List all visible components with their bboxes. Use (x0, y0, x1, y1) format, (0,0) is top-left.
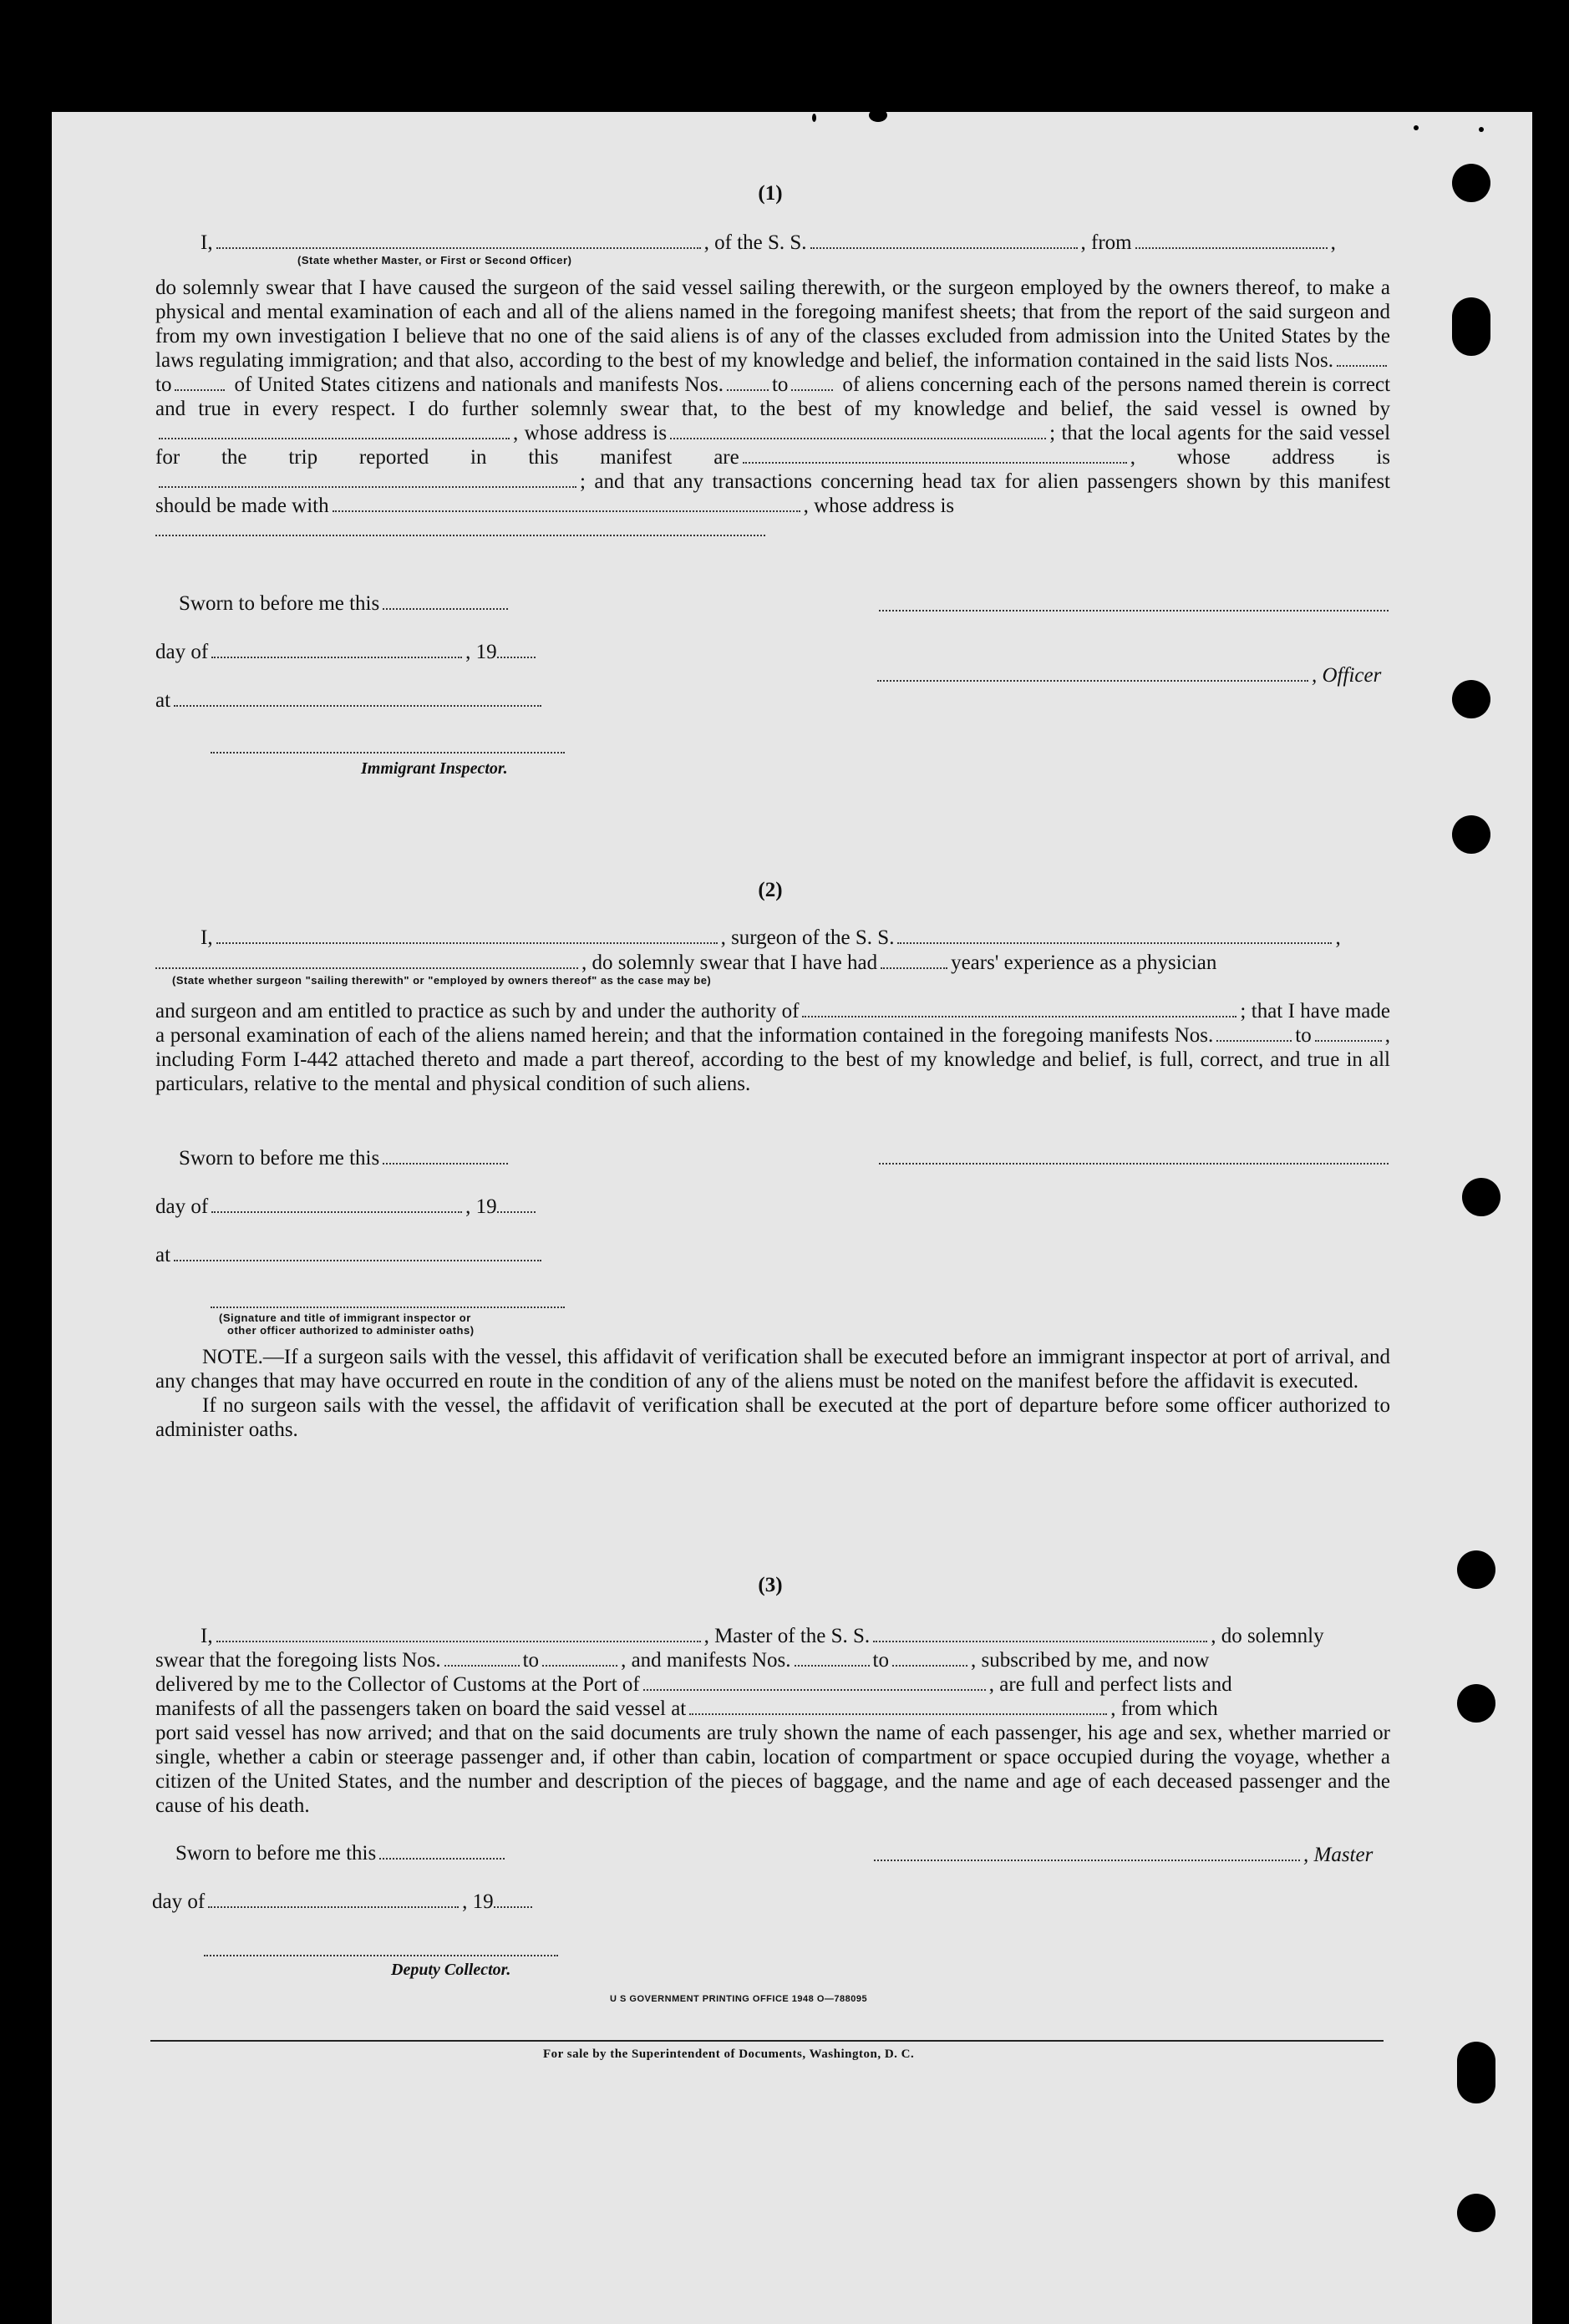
signature-caption-1: (Signature and title of immigrant inspector or (219, 1312, 471, 1324)
head-tax-text: ; and that any transactions concerning head tax for alien passengers shown by this manifest should be made with (155, 470, 1390, 517)
master-name-field[interactable] (216, 1637, 701, 1642)
owner-address-field[interactable] (670, 434, 1046, 439)
vessel-name-field[interactable] (810, 244, 1078, 249)
surgeon-caption: (State whether surgeon "sailing therewith" or "employed by owners thereof" as the case may be) (172, 974, 712, 987)
note-label: NOTE. (202, 1346, 263, 1368)
head-tax-address-field[interactable] (155, 531, 765, 536)
section-3-line-3 (155, 1672, 1232, 1697)
signature-caption-2: other officer authorized to administer oaths) (227, 1324, 475, 1337)
gpo-imprint: U S GOVERNMENT PRINTING OFFICE 1948 O—788095 (610, 1994, 868, 2004)
year-field[interactable] (497, 653, 536, 658)
punch-hole (1452, 680, 1490, 718)
master-vessel-field[interactable] (873, 1637, 1207, 1642)
section-2-line-1: I, , surgeon of the S. S. , (201, 926, 1341, 949)
agents-text: that the local agents for the said vessel for the trip reported in this manifest are (155, 422, 1391, 469)
full-perfect-label: , are full and perfect lists and (988, 1673, 1232, 1696)
at-row (155, 1243, 545, 1267)
owner-field[interactable] (159, 434, 510, 439)
manifests-from-field[interactable] (727, 386, 769, 391)
to-label: to (522, 1649, 540, 1672)
ink-speck (1479, 127, 1484, 132)
punch-hole (1452, 815, 1490, 854)
from-port-field[interactable] (1135, 244, 1328, 249)
section-2-number: (2) (758, 879, 783, 901)
from-label: , from (1080, 231, 1132, 254)
section-3-line-1 (201, 1624, 1324, 1648)
swear-lists-label: swear that the foregoing lists Nos. (155, 1649, 441, 1672)
punch-hole (1457, 2194, 1495, 2232)
agents-field[interactable] (743, 459, 1127, 464)
year-label: , 19 (465, 641, 497, 663)
owned-by-text: of aliens concerning each of the persons named therein is correct and true in every respect. I do further solemnly swear that, to the best of my knowledge and belief, the said vessel is owned by (155, 373, 1391, 420)
swear-label: , do solemnly swear that I have had (581, 951, 878, 974)
surgeon-of-label: , surgeon of the S. S. (720, 926, 895, 949)
master-signature-field[interactable] (874, 1856, 1300, 1861)
manifests-text: of United States citizens and nationals and manifests Nos. (234, 373, 724, 396)
years-label: years' experience as a physician (951, 951, 1217, 974)
lists-to-field[interactable] (175, 386, 225, 391)
section-1-paragraph: do solemnly swear that I have caused the surgeon of the said vessel sailing therewith, or the surgeon employed by the owners thereof, to make a physical and mental examination of each and all of the aliens named in the foregoing manifest sheets; that from the report of the said surgeon and from my own investigation I believe that no one of the said aliens is of any of the classes excluded from admission into the United States by the laws regulating immigration; and that also, according to the best of my knowledge and belief, the information contained in the said lists Nos. (155, 277, 1390, 372)
i-label: I, (201, 1625, 213, 1647)
comma: , (1330, 231, 1336, 254)
day-of-row (152, 1890, 536, 1914)
at-place-field[interactable] (174, 702, 541, 707)
semicolon: ; (1049, 422, 1056, 444)
deputy-label: Deputy Collector. (391, 1961, 511, 1979)
master-of-label: , Master of the S. S. (703, 1625, 871, 1647)
delivered-label: delivered by me to the Collector of Customs at the Port of (155, 1673, 640, 1696)
inspector-label: Immigrant Inspector. (361, 759, 508, 778)
agents-address-label: whose address is (1176, 446, 1391, 469)
to-label: to (1295, 1024, 1312, 1047)
manifests-from-field[interactable] (795, 1662, 870, 1667)
section-3-number: (3) (758, 1574, 783, 1596)
surgeon-name-field[interactable] (216, 939, 718, 944)
at-label: at (155, 1244, 171, 1266)
section-1-body: do solemnly swear that I have caused the surgeon of the said vessel sailing therewith, or the surgeon employed by the owners thereof, to make a physical and mental examination of each and all of the aliens named in the foregoing manifest sheets; that from the report of the said surgeon and from my own investigation I believe that no one of the said aliens is of any of the classes excluded from admission into the United States by the laws regulating immigration; and that also, according to the best of my knowledge and belief, the information contained in the said lists Nos.to of United States citizens and nationals and manifests Nos. to of aliens concerning each of the persons named therein is correct and true in every respect. I do further solemnly swear that, to the best of my knowledge and belief, the said vessel is owned by, whose address is ; that the local agents for the said vessel for the trip reported in this manifest are , whose address is; and that any transactions concerning head tax for alien passengers shown by this manifest should be made with , whose address is (155, 276, 1390, 542)
officer-rank-field[interactable] (216, 244, 701, 249)
port-field[interactable] (643, 1686, 986, 1691)
year-label: , 19 (462, 1890, 494, 1913)
to-label: to (155, 373, 172, 396)
ink-speck (869, 109, 887, 122)
manifests-to-field[interactable] (1315, 1037, 1382, 1042)
year-field[interactable] (494, 1903, 532, 1908)
including-text: , including Form I-442 attached thereto and made a part thereof, according to the best of my knowledge and belief, is full, correct, and true in all particulars, relative to the mental and physical condition of such aliens. (155, 1024, 1390, 1095)
sworn-row (175, 1841, 508, 1865)
sworn-row (179, 591, 511, 616)
deputy-signature-line[interactable] (204, 1955, 558, 1956)
whose-address-label: , whose address is (803, 495, 955, 517)
officer-label: , Officer (1312, 664, 1382, 687)
i-label: I, (201, 926, 213, 949)
punch-hole (1457, 1550, 1495, 1589)
punch-hole (1452, 297, 1490, 356)
and-manifests-label: , and manifests Nos. (621, 1649, 791, 1672)
sale-notice: For sale by the Superintendent of Documents, Washington, D. C. (543, 2047, 915, 2061)
master-row (874, 1843, 1373, 1867)
lists-to-field[interactable] (542, 1662, 617, 1667)
of-ss-label: , of the S. S. (703, 231, 807, 254)
day-of-row (155, 640, 539, 664)
inspector-signature-line[interactable] (211, 752, 565, 754)
punch-hole (1457, 1684, 1495, 1723)
head-tax-agent-field[interactable] (333, 507, 800, 512)
embarkation-port-field[interactable] (689, 1710, 1107, 1715)
punch-hole (1457, 2042, 1495, 2103)
sworn-day-field[interactable] (383, 1159, 508, 1165)
note-text-2: If no surgeon sails with the vessel, the affidavit of verification shall be executed at the port of departure before some officer authorized to administer oaths. (155, 1394, 1390, 1441)
section-3-line-2 (155, 1648, 1209, 1672)
surgeon-signature-line[interactable] (879, 1163, 1389, 1165)
surgeon-status-field[interactable] (155, 964, 578, 969)
manifests-from-field[interactable] (1216, 1037, 1292, 1042)
at-row (155, 688, 545, 713)
officer-row (877, 663, 1381, 688)
inspector-signature-line[interactable] (211, 1307, 565, 1308)
authority-field[interactable] (802, 1012, 1236, 1017)
from-which-label: , from which (1110, 1697, 1218, 1720)
section-2-line-2 (155, 951, 1216, 975)
sworn-day-field[interactable] (383, 605, 508, 610)
year-field[interactable] (497, 1208, 536, 1213)
to-label: to (771, 373, 789, 396)
day-of-label: day of (155, 641, 209, 663)
sworn-row (179, 1146, 511, 1170)
section-3-body: port said vessel has now arrived; and that on the said documents are truly shown the name of each passenger, his age and sex, whether married or single, whether a cabin or steerage passenger and, if other than cabin, location of compartment or space occupied during the voyage, whether a citizen of the United States, and the number and description of the pieces of baggage, and the name and age of each deceased passenger and the cause of his death. (155, 1722, 1390, 1817)
surgeon-vessel-field[interactable] (897, 939, 1332, 944)
authority-text: and surgeon and am entitled to practice as such by and under the authority of (155, 1000, 800, 1022)
section-1-line-1 (201, 231, 1336, 255)
ink-speck (1414, 125, 1419, 130)
manifests-to-field[interactable] (892, 1662, 967, 1667)
years-field[interactable] (881, 964, 947, 969)
officer-name-field[interactable] (877, 677, 1308, 682)
lists-from-field[interactable] (444, 1662, 520, 1667)
sworn-label: Sworn to before me this (179, 1147, 380, 1170)
manifests-of-label: manifests of all the passengers taken on board the said vessel at (155, 1697, 687, 1720)
examination-text: that I have made a personal examination of each of the aliens named herein; and that the information contained in the foregoing manifests Nos. (155, 1000, 1391, 1047)
agents-address-field[interactable] (159, 483, 576, 488)
to-label: to (872, 1649, 889, 1672)
officer-signature-line[interactable] (879, 610, 1389, 611)
note-text: —If a surgeon sails with the vessel, this affidavit of verification shall be executed before an immigrant inspector at port of arrival, and any changes that may have occurred en route in the condition of any of the aliens must be noted on the manifest before the affidavit is executed. (155, 1346, 1390, 1393)
manifests-to-field[interactable] (791, 386, 833, 391)
officer-caption: (State whether Master, or First or Second Officer) (297, 254, 572, 266)
sworn-label: Sworn to before me this (179, 592, 380, 615)
i-label: I, (201, 231, 213, 254)
month-field[interactable] (208, 1903, 459, 1908)
ink-speck (812, 114, 816, 122)
day-of-label: day of (155, 1195, 209, 1218)
at-label: at (155, 689, 171, 712)
solemnly-label: , do solemnly (1211, 1625, 1324, 1647)
day-of-row (155, 1195, 539, 1219)
section-1-number: (1) (758, 182, 783, 205)
footer-rule (150, 2040, 1384, 2042)
section-2-body: and surgeon and am entitled to practice as such by and under the authority of ; that I have made a personal examination of each of the aliens named herein; and that the information contained in the foregoing manifests Nos. to , including Form I-442 attached thereto and made a part thereof, according to the best of my knowledge and belief, is full, correct, and true in all particulars, relative to the mental and physical condition of such aliens. (155, 1000, 1391, 1095)
at-place-field[interactable] (174, 1256, 541, 1261)
whose-address-label: , whose address is (513, 422, 668, 444)
master-label: , Master (1303, 1844, 1374, 1866)
month-field[interactable] (211, 1208, 462, 1213)
month-field[interactable] (211, 653, 462, 658)
sworn-day-field[interactable] (379, 1855, 505, 1860)
sworn-label: Sworn to before me this (175, 1842, 377, 1865)
lists-from-field[interactable] (1337, 362, 1387, 367)
punch-hole (1462, 1178, 1500, 1216)
section-3-line-4 (155, 1697, 1218, 1721)
note-block (155, 1345, 1390, 1442)
day-of-label: day of (152, 1890, 206, 1913)
subscribed-label: , subscribed by me, and now (970, 1649, 1210, 1672)
punch-hole (1452, 164, 1490, 202)
year-label: , 19 (465, 1195, 497, 1218)
